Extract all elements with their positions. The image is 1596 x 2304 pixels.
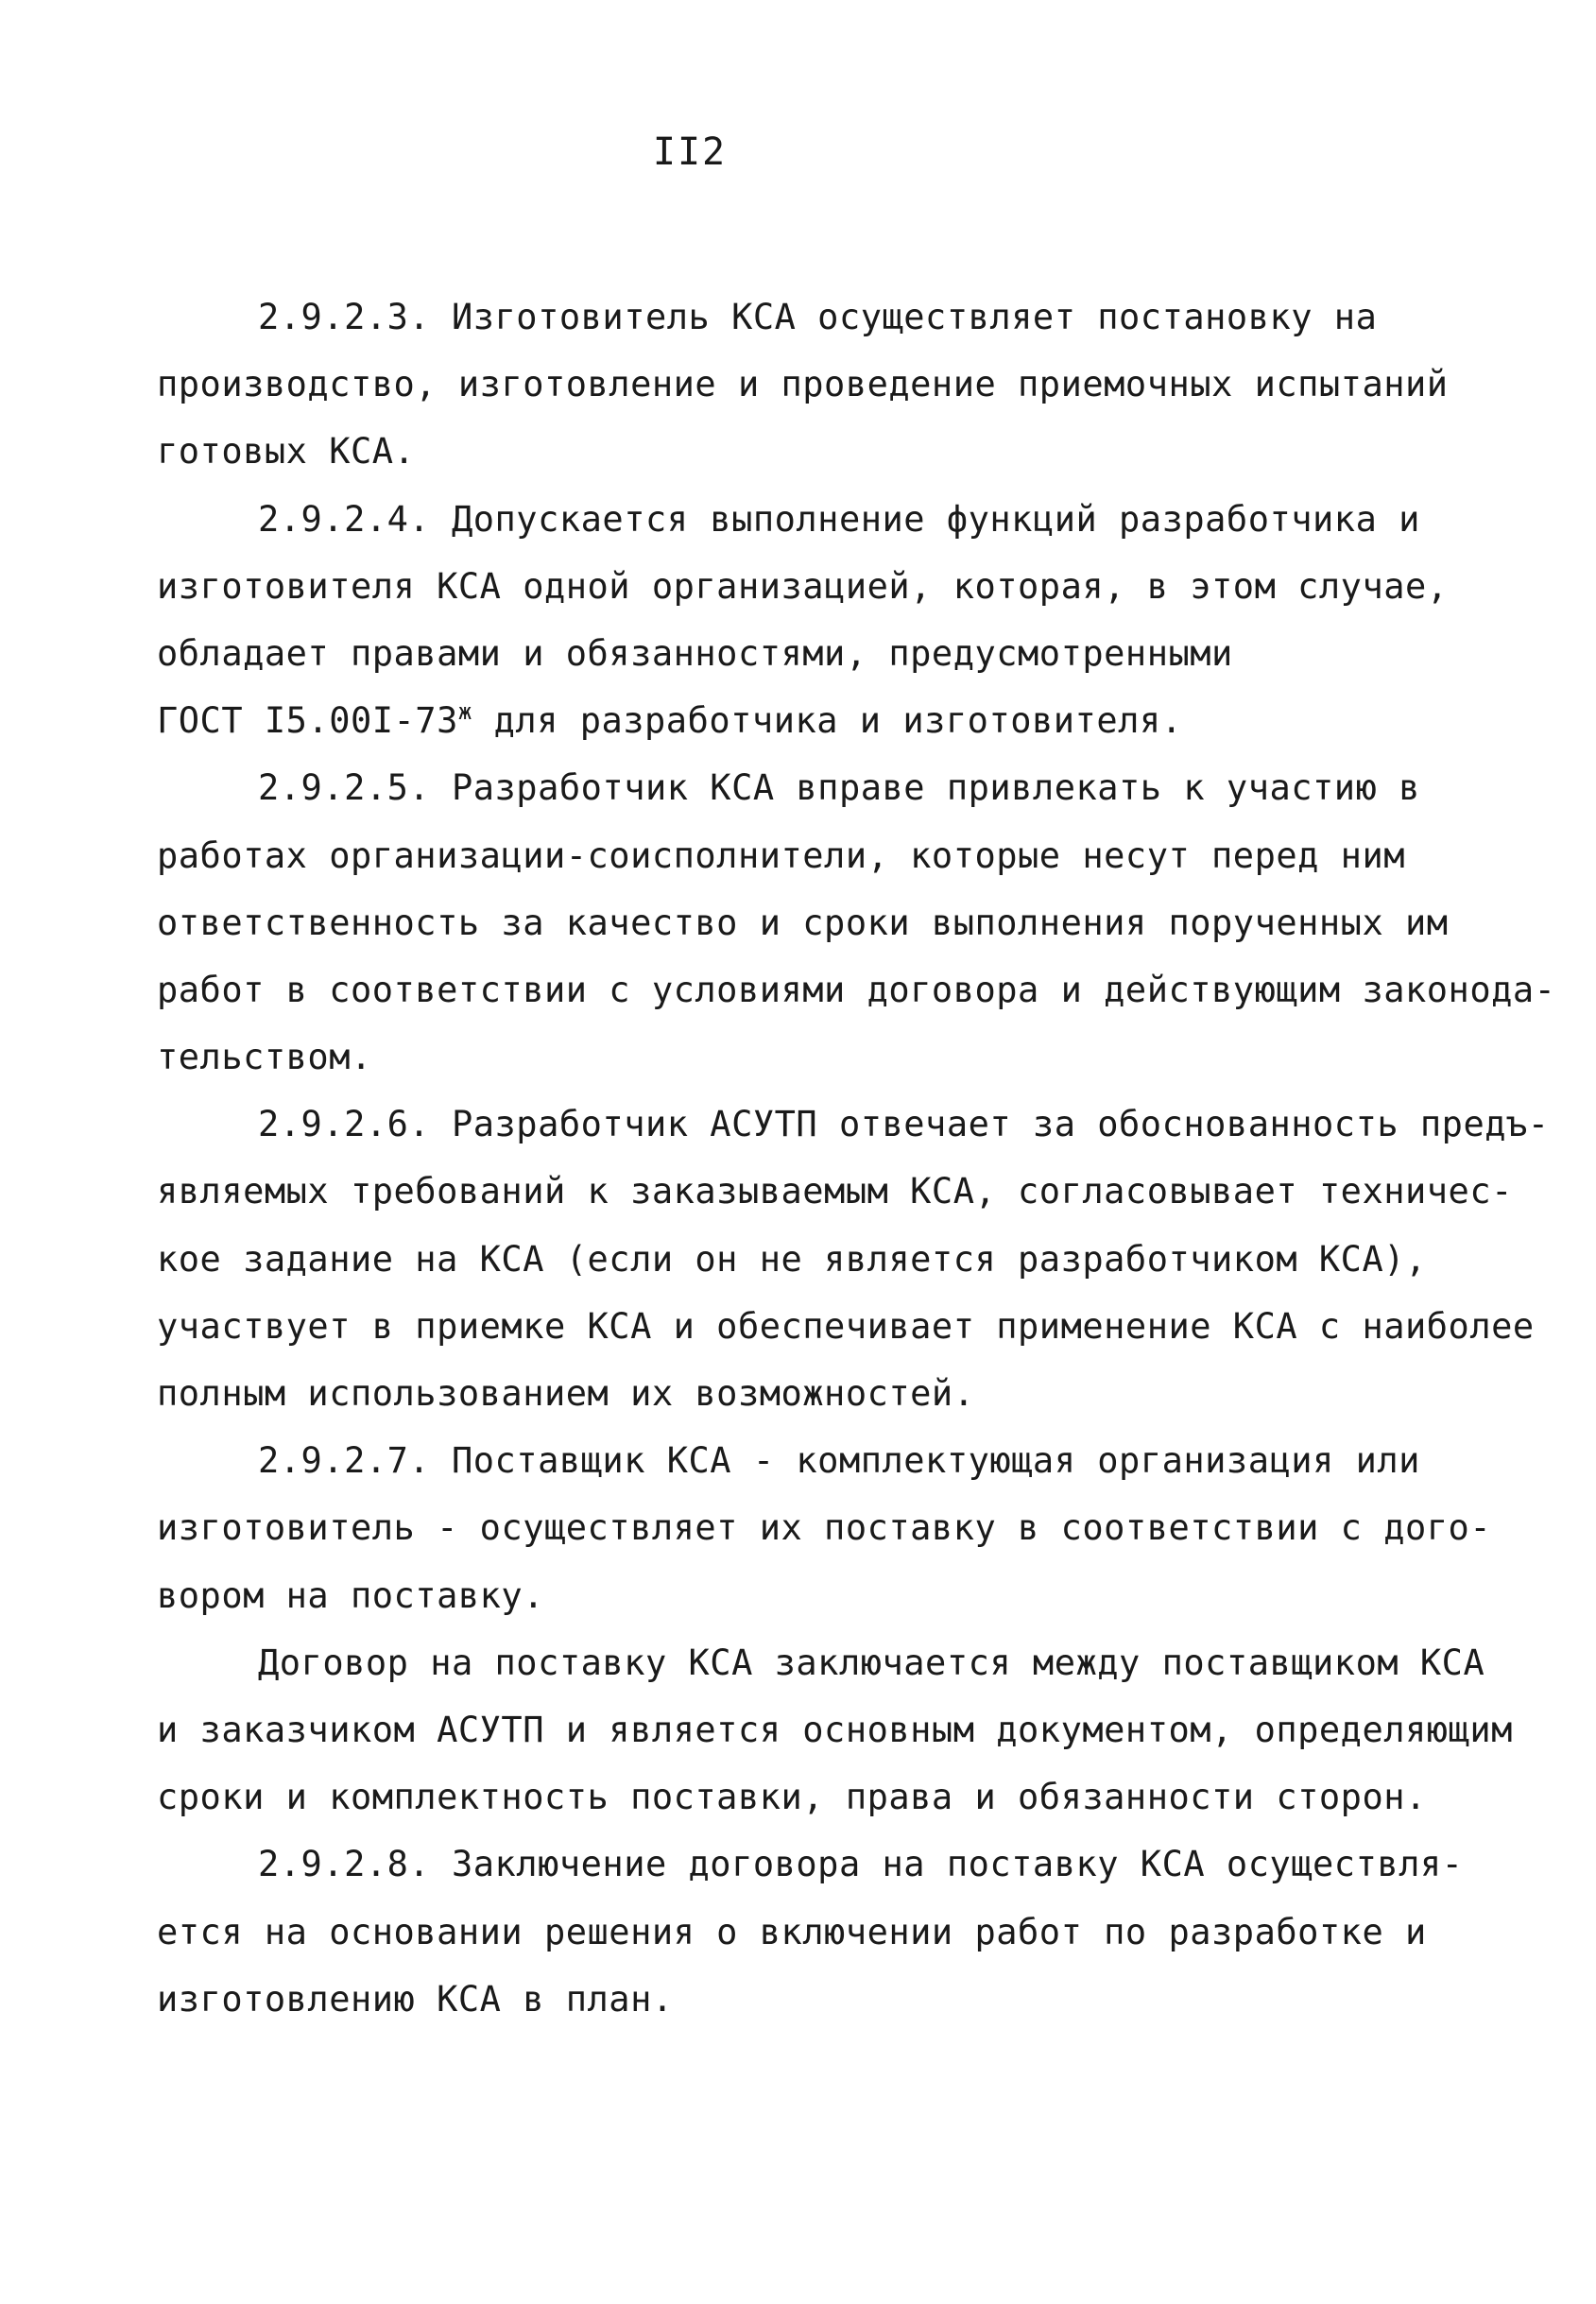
paragraph-2-9-2-8-line-3: изготовлению КСА в план. [157, 1978, 674, 2020]
paragraph-2-9-2-4-line-2: изготовителя КСА одной организацией, которая, в этом случае, [157, 565, 1449, 607]
paragraph-2-9-2-6-line-1: 2.9.2.6. Разработчик АСУТП отвечает за обоснованность предъ- [258, 1104, 1550, 1145]
paragraph-2-9-2-8-line-1: 2.9.2.8. Заключение договора на поставку КСА осуществля- [258, 1844, 1464, 1885]
paragraph-2-9-2-5-line-2: работах организации-соисполнители, которые несут перед ним [157, 834, 1406, 876]
gost-line-tail: для разработчика и изготовителя. [472, 700, 1183, 742]
paragraph-contract-line-2: и заказчиком АСУТП и является основным документом, определяющим [157, 1709, 1513, 1750]
paragraph-2-9-2-6-line-2: являемых требований к заказываемым КСА, согласовывает техничес- [157, 1171, 1513, 1212]
paragraph-2-9-2-3-line-3: готовых КСА. [157, 431, 416, 473]
gost-reference: ГОСТ I5.00I-73 [157, 700, 458, 742]
paragraph-2-9-2-6-line-3: кое задание на КСА (если он не является разработчиком КСА), [157, 1238, 1427, 1280]
paragraph-2-9-2-3-line-2: производство, изготовление и проведение приемочных испытаний [157, 364, 1449, 405]
paragraph-contract-line-3: сроки и комплектность поставки, права и обязанности сторон. [157, 1777, 1427, 1818]
paragraph-2-9-2-5-line-5: тельством. [157, 1037, 372, 1078]
paragraph-2-9-2-7-line-3: вором на поставку. [157, 1574, 544, 1616]
paragraph-2-9-2-4-line-1: 2.9.2.4. Допускается выполнение функций разработчика и [258, 498, 1420, 540]
paragraph-2-9-2-4-line-4 [157, 687, 1480, 754]
paragraph-2-9-2-6-line-4: участвует в приемке КСА и обеспечивает применение КСА с наиболее [157, 1305, 1535, 1347]
paragraph-2-9-2-3-line-1: 2.9.2.3. Изготовитель КСА осуществляет постановку на [258, 297, 1378, 337]
paragraph-2-9-2-5-line-3: ответственность за качество и сроки выполнения порученных им [157, 902, 1449, 943]
gost-revision-mark: ж [457, 698, 472, 726]
paragraph-2-9-2-5-line-4: работ в соответствии с условиями договора и действующим законода- [157, 969, 1556, 1010]
document-body [157, 284, 1556, 2033]
paragraph-2-9-2-6-line-5: полным использованием их возможностей. [157, 1373, 975, 1414]
paragraph-2-9-2-7-line-2: изготовитель - осуществляет их поставку в соответствии с дого- [157, 1507, 1492, 1549]
paragraph-contract-line-1: Договор на поставку КСА заключается между поставщиком КСА [258, 1642, 1485, 1683]
paragraph-2-9-2-8-line-2: ется на основании решения о включении работ по разработке и [157, 1911, 1427, 1952]
paragraph-2-9-2-4-line-3: обладает правами и обязанностями, предусмотренными [157, 632, 1233, 674]
page-number: II2 [652, 130, 728, 174]
paragraph-2-9-2-7-line-1: 2.9.2.7. Поставщик КСА - комплектующая организация или [258, 1440, 1420, 1482]
paragraph-2-9-2-5-line-1: 2.9.2.5. Разработчик КСА вправе привлекать к участию в [258, 767, 1420, 809]
